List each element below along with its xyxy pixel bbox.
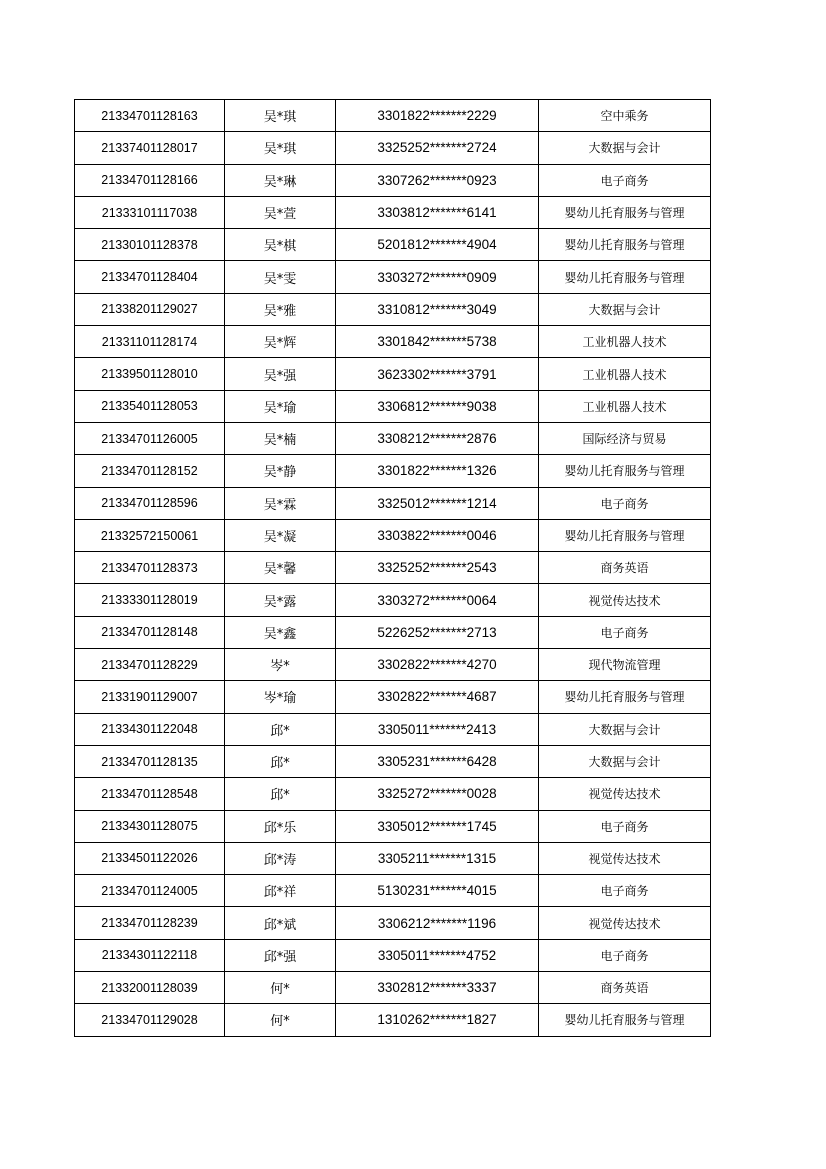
student-id-cell: 21333101117038 (75, 196, 225, 228)
id-number-cell: 3303272*******0064 (336, 584, 539, 616)
student-name-cell: 吴*琪 (225, 100, 336, 132)
student-name-cell: 吴*琪 (225, 132, 336, 164)
id-number-cell: 3308212*******2876 (336, 422, 539, 454)
student-id-cell: 21331101128174 (75, 326, 225, 358)
table-row (75, 810, 711, 842)
major-cell: 视觉传达技术 (539, 584, 711, 616)
table-row (75, 100, 711, 132)
id-number-cell: 3302822*******4687 (336, 681, 539, 713)
student-name-cell: 吴*琳 (225, 164, 336, 196)
major-cell: 婴幼儿托育服务与管理 (539, 261, 711, 293)
table-row (75, 972, 711, 1004)
student-name-cell: 邱* (225, 713, 336, 745)
major-cell: 视觉传达技术 (539, 907, 711, 939)
major-cell: 国际经济与贸易 (539, 422, 711, 454)
student-name-cell: 吴*棋 (225, 229, 336, 261)
table-row (75, 196, 711, 228)
major-cell: 电子商务 (539, 875, 711, 907)
table-row (75, 487, 711, 519)
id-number-cell: 3305012*******1745 (336, 810, 539, 842)
student-name-cell: 吴*楠 (225, 422, 336, 454)
id-number-cell: 3306812*******9038 (336, 390, 539, 422)
student-id-cell: 21334701128166 (75, 164, 225, 196)
major-cell: 工业机器人技术 (539, 326, 711, 358)
table-row (75, 745, 711, 777)
student-id-cell: 21339501128010 (75, 358, 225, 390)
id-number-cell: 3306212*******1196 (336, 907, 539, 939)
major-cell: 视觉传达技术 (539, 842, 711, 874)
table-row (75, 875, 711, 907)
student-name-cell: 何* (225, 1004, 336, 1036)
id-number-cell: 3305211*******1315 (336, 842, 539, 874)
major-cell: 婴幼儿托育服务与管理 (539, 229, 711, 261)
student-name-cell: 邱*乐 (225, 810, 336, 842)
student-name-cell: 吴*雅 (225, 293, 336, 325)
student-id-cell: 21335401128053 (75, 390, 225, 422)
student-name-cell: 何* (225, 972, 336, 1004)
id-number-cell: 3325252*******2724 (336, 132, 539, 164)
student-name-cell: 邱* (225, 778, 336, 810)
id-number-cell: 3303822*******0046 (336, 519, 539, 551)
student-name-cell: 吴*馨 (225, 552, 336, 584)
student-name-cell: 吴*鑫 (225, 616, 336, 648)
table-row (75, 907, 711, 939)
table-row (75, 1004, 711, 1036)
id-number-cell: 3302822*******4270 (336, 649, 539, 681)
student-id-cell: 21334701128596 (75, 487, 225, 519)
student-id-cell: 21334301122118 (75, 939, 225, 971)
student-id-cell: 21334701128148 (75, 616, 225, 648)
id-number-cell: 3305231*******6428 (336, 745, 539, 777)
table-row (75, 390, 711, 422)
id-number-cell: 5130231*******4015 (336, 875, 539, 907)
major-cell: 婴幼儿托育服务与管理 (539, 1004, 711, 1036)
major-cell: 电子商务 (539, 810, 711, 842)
student-name-cell: 邱*涛 (225, 842, 336, 874)
major-cell: 婴幼儿托育服务与管理 (539, 681, 711, 713)
table-row (75, 939, 711, 971)
table-row (75, 713, 711, 745)
id-number-cell: 3301822*******2229 (336, 100, 539, 132)
student-name-cell: 吴*雯 (225, 261, 336, 293)
student-name-cell: 邱*祥 (225, 875, 336, 907)
student-id-cell: 21331901129007 (75, 681, 225, 713)
id-number-cell: 3325272*******0028 (336, 778, 539, 810)
major-cell: 大数据与会计 (539, 713, 711, 745)
table-row (75, 229, 711, 261)
table-row (75, 164, 711, 196)
student-id-cell: 21332001128039 (75, 972, 225, 1004)
table-row (75, 261, 711, 293)
id-number-cell: 5226252*******2713 (336, 616, 539, 648)
student-id-cell: 21334701128548 (75, 778, 225, 810)
student-name-cell: 吴*萱 (225, 196, 336, 228)
student-id-cell: 21334701126005 (75, 422, 225, 454)
major-cell: 电子商务 (539, 616, 711, 648)
major-cell: 商务英语 (539, 972, 711, 1004)
student-id-cell: 21334301122048 (75, 713, 225, 745)
student-id-cell: 21334701128404 (75, 261, 225, 293)
student-id-cell: 21334701128152 (75, 455, 225, 487)
table-row (75, 552, 711, 584)
student-name-cell: 吴*露 (225, 584, 336, 616)
id-number-cell: 3305011*******4752 (336, 939, 539, 971)
id-number-cell: 3305011*******2413 (336, 713, 539, 745)
student-name-cell: 吴*凝 (225, 519, 336, 551)
major-cell: 空中乘务 (539, 100, 711, 132)
id-number-cell: 3310812*******3049 (336, 293, 539, 325)
major-cell: 电子商务 (539, 487, 711, 519)
student-id-cell: 21334701128373 (75, 552, 225, 584)
student-name-cell: 吴*强 (225, 358, 336, 390)
major-cell: 电子商务 (539, 164, 711, 196)
major-cell: 大数据与会计 (539, 293, 711, 325)
student-id-cell: 21334301128075 (75, 810, 225, 842)
student-roster-table (74, 99, 711, 1037)
student-id-cell: 21338201129027 (75, 293, 225, 325)
id-number-cell: 3303272*******0909 (336, 261, 539, 293)
table-row (75, 326, 711, 358)
table-row (75, 358, 711, 390)
student-name-cell: 吴*辉 (225, 326, 336, 358)
table-row (75, 584, 711, 616)
student-name-cell: 吴*静 (225, 455, 336, 487)
major-cell: 婴幼儿托育服务与管理 (539, 196, 711, 228)
student-name-cell: 邱* (225, 745, 336, 777)
student-id-cell: 21330101128378 (75, 229, 225, 261)
major-cell: 电子商务 (539, 939, 711, 971)
major-cell: 工业机器人技术 (539, 358, 711, 390)
student-id-cell: 21334701129028 (75, 1004, 225, 1036)
table-row (75, 132, 711, 164)
table-row (75, 455, 711, 487)
major-cell: 工业机器人技术 (539, 390, 711, 422)
major-cell: 婴幼儿托育服务与管理 (539, 455, 711, 487)
student-id-cell: 21337401128017 (75, 132, 225, 164)
student-id-cell: 21333301128019 (75, 584, 225, 616)
major-cell: 婴幼儿托育服务与管理 (539, 519, 711, 551)
id-number-cell: 3303812*******6141 (336, 196, 539, 228)
major-cell: 大数据与会计 (539, 132, 711, 164)
student-name-cell: 吴*霖 (225, 487, 336, 519)
table-row (75, 616, 711, 648)
student-id-cell: 21334701128163 (75, 100, 225, 132)
id-number-cell: 3307262*******0923 (336, 164, 539, 196)
student-id-cell: 21334701124005 (75, 875, 225, 907)
table-row (75, 422, 711, 454)
roster-table-body (75, 100, 711, 1037)
student-id-cell: 21334501122026 (75, 842, 225, 874)
student-name-cell: 邱*斌 (225, 907, 336, 939)
student-id-cell: 21334701128135 (75, 745, 225, 777)
student-name-cell: 岑* (225, 649, 336, 681)
id-number-cell: 3301822*******1326 (336, 455, 539, 487)
major-cell: 大数据与会计 (539, 745, 711, 777)
id-number-cell: 3301842*******5738 (336, 326, 539, 358)
id-number-cell: 3325252*******2543 (336, 552, 539, 584)
student-id-cell: 21332572150061 (75, 519, 225, 551)
id-number-cell: 3325012*******1214 (336, 487, 539, 519)
major-cell: 商务英语 (539, 552, 711, 584)
id-number-cell: 5201812*******4904 (336, 229, 539, 261)
major-cell: 视觉传达技术 (539, 778, 711, 810)
student-name-cell: 岑*瑜 (225, 681, 336, 713)
student-name-cell: 吴*瑜 (225, 390, 336, 422)
id-number-cell: 3302812*******3337 (336, 972, 539, 1004)
table-row (75, 649, 711, 681)
table-row (75, 778, 711, 810)
id-number-cell: 1310262*******1827 (336, 1004, 539, 1036)
id-number-cell: 3623302*******3791 (336, 358, 539, 390)
table-row (75, 519, 711, 551)
student-name-cell: 邱*强 (225, 939, 336, 971)
major-cell: 现代物流管理 (539, 649, 711, 681)
table-row (75, 681, 711, 713)
student-id-cell: 21334701128239 (75, 907, 225, 939)
student-id-cell: 21334701128229 (75, 649, 225, 681)
table-row (75, 293, 711, 325)
table-row (75, 842, 711, 874)
